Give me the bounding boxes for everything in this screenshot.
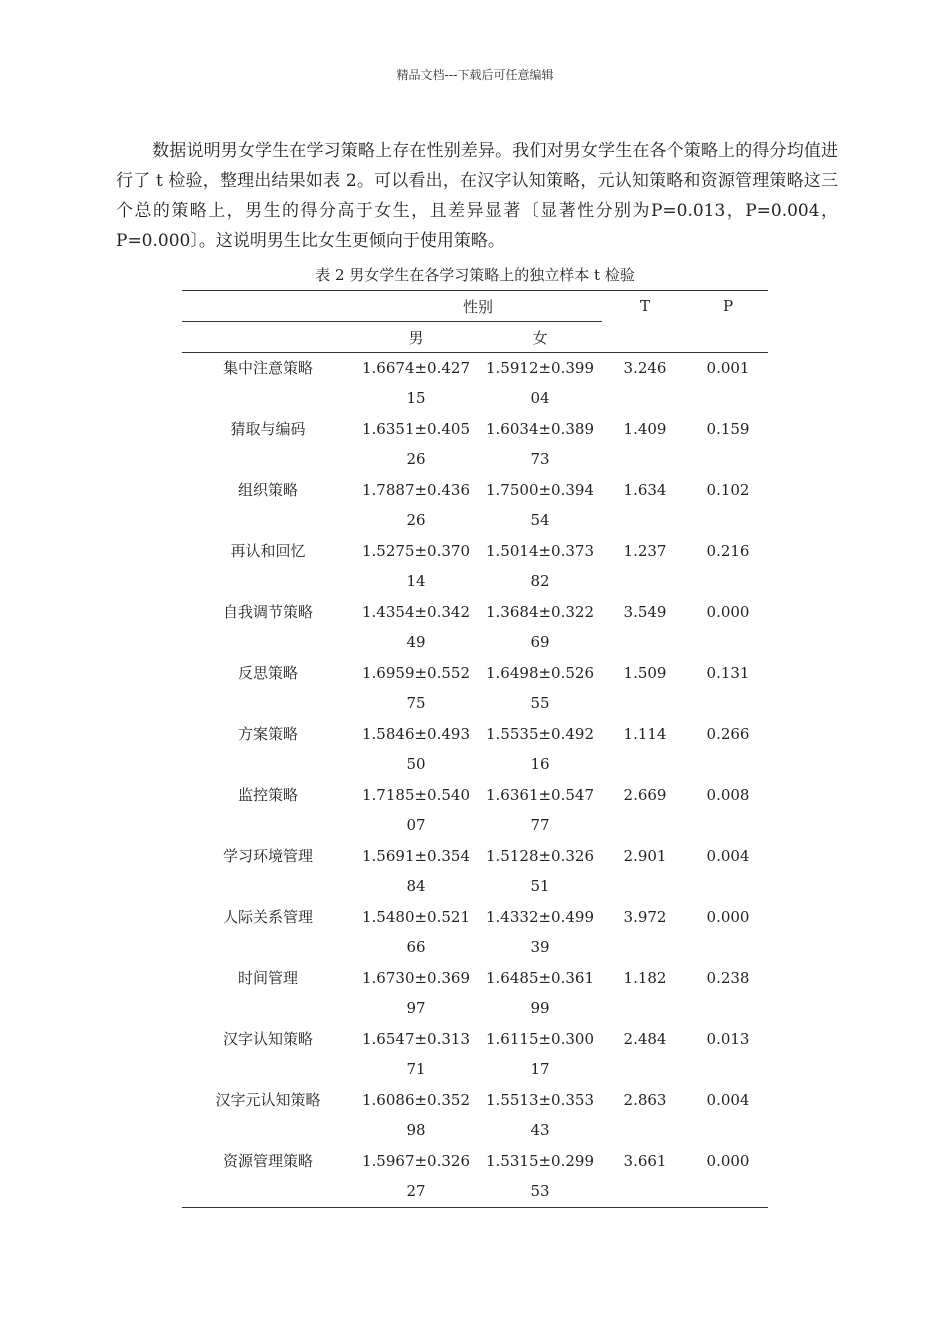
female-value: 1.5535±0.49216 [486, 725, 594, 773]
male-value: 1.6547±0.31371 [362, 1030, 470, 1078]
strategy-name: 集中注意策略 [222, 359, 313, 377]
t-value: 3.549 [623, 603, 667, 621]
table-row [182, 536, 768, 597]
t-value: 1.634 [623, 481, 667, 499]
table-row [182, 841, 768, 902]
table-row [182, 1085, 768, 1146]
male-value: 1.5691±0.35484 [362, 847, 470, 895]
table-row [182, 475, 768, 536]
t-value: 2.484 [623, 1030, 667, 1048]
strategy-name: 方案策略 [237, 725, 298, 743]
strategy-name: 自我调节策略 [222, 603, 313, 621]
page-header: 精品文档---下载后可任意编辑 [396, 68, 554, 82]
strategy-name: 时间管理 [237, 969, 298, 987]
female-value: 1.5912±0.39904 [486, 359, 594, 407]
female-value: 1.6498±0.52655 [486, 664, 594, 712]
strategy-name: 猜取与编码 [230, 420, 306, 438]
t-value: 1.409 [623, 420, 667, 438]
t-value: 3.972 [623, 908, 667, 926]
male-value: 1.5846±0.49350 [362, 725, 470, 773]
header-p: P [688, 291, 768, 353]
t-test-table [182, 290, 768, 1208]
strategy-name: 学习环境管理 [222, 847, 313, 865]
male-value: 1.6730±0.36997 [362, 969, 470, 1017]
table-row [182, 1024, 768, 1085]
t-value: 3.661 [602, 1146, 688, 1208]
table-row [182, 719, 768, 780]
body-paragraph [116, 136, 838, 256]
strategy-name: 汉字认知策略 [222, 1030, 313, 1048]
female-value: 1.6115±0.30017 [486, 1030, 594, 1078]
strategy-name: 汉字元认知策略 [215, 1091, 321, 1109]
header-t: T [602, 291, 688, 353]
female-value: 1.5128±0.32651 [486, 847, 594, 895]
male-value: 1.5275±0.37014 [362, 542, 470, 590]
male-value: 1.7185±0.54007 [362, 786, 470, 834]
header-male: 男 [354, 322, 478, 353]
p-value: 0.001 [706, 359, 750, 377]
female-value: 1.5315±0.29953 [478, 1146, 602, 1208]
t-value: 1.509 [623, 664, 667, 682]
p-value: 0.013 [706, 1030, 750, 1048]
table-row [182, 902, 768, 963]
strategy-name: 反思策略 [237, 664, 298, 682]
p-value: 0.238 [706, 969, 750, 987]
header-female: 女 [478, 322, 602, 353]
table-row [182, 353, 768, 415]
female-value: 1.5014±0.37382 [486, 542, 594, 590]
table-row [182, 780, 768, 841]
table-caption: 表 2 男女学生在各学习策略上的独立样本 t 检验 [315, 266, 635, 284]
strategy-name: 再认和回忆 [230, 542, 306, 560]
t-value: 2.669 [623, 786, 667, 804]
header-gender: 性别 [354, 291, 602, 322]
t-value: 1.114 [623, 725, 667, 743]
strategy-name: 监控策略 [237, 786, 298, 804]
header-empty-cell-2 [182, 322, 354, 353]
male-value: 1.7887±0.43626 [362, 481, 470, 529]
p-value: 0.266 [706, 725, 750, 743]
female-value: 1.6485±0.36199 [486, 969, 594, 1017]
male-value: 1.6351±0.40526 [362, 420, 470, 468]
table-row [182, 597, 768, 658]
p-value: 0.004 [706, 847, 750, 865]
female-value: 1.3684±0.32269 [486, 603, 594, 651]
p-value: 0.000 [688, 1146, 768, 1208]
t-value: 2.863 [623, 1091, 667, 1109]
strategy-name: 人际关系管理 [222, 908, 313, 926]
p-value: 0.131 [706, 664, 750, 682]
male-value: 1.5967±0.32627 [354, 1146, 478, 1208]
strategy-name: 组织策略 [237, 481, 298, 499]
body-paragraph-text: 数据说明男女学生在学习策略上存在性别差异。我们对男女学生在各个策略上的得分均值进行了 t 检验，整理出结果如表 2。可以看出，在汉字认知策略，元认知策略和资源管理策略这三个总的策略上，男生的得分高于女生，且差异显著〔显著性分别为P=0.013，P=0.004，P=0.000〕。这说明男生比女生更倾向于使用策略。 [116, 141, 838, 251]
table-row [182, 963, 768, 1024]
t-value: 2.901 [623, 847, 667, 865]
p-value: 0.000 [706, 603, 750, 621]
p-value: 0.216 [706, 542, 750, 560]
female-value: 1.6034±0.38973 [486, 420, 594, 468]
t-value: 1.237 [623, 542, 667, 560]
male-value: 1.6674±0.42715 [362, 359, 470, 407]
male-value: 1.5480±0.52166 [362, 908, 470, 956]
table-row [182, 414, 768, 475]
t-value: 3.246 [623, 359, 667, 377]
female-value: 1.7500±0.39454 [486, 481, 594, 529]
male-value: 1.6086±0.35298 [362, 1091, 470, 1139]
female-value: 1.4332±0.49939 [486, 908, 594, 956]
header-empty-cell [182, 291, 354, 322]
t-value: 1.182 [623, 969, 667, 987]
p-value: 0.004 [706, 1091, 750, 1109]
p-value: 0.159 [706, 420, 750, 438]
female-value: 1.6361±0.54777 [486, 786, 594, 834]
male-value: 1.4354±0.34249 [362, 603, 470, 651]
p-value: 0.008 [706, 786, 750, 804]
male-value: 1.6959±0.55275 [362, 664, 470, 712]
table-header-row-1 [182, 291, 768, 322]
table-row [182, 658, 768, 719]
strategy-name: 资源管理策略 [182, 1146, 354, 1208]
p-value: 0.102 [706, 481, 750, 499]
female-value: 1.5513±0.35343 [486, 1091, 594, 1139]
p-value: 0.000 [706, 908, 750, 926]
table-row [182, 1146, 768, 1208]
